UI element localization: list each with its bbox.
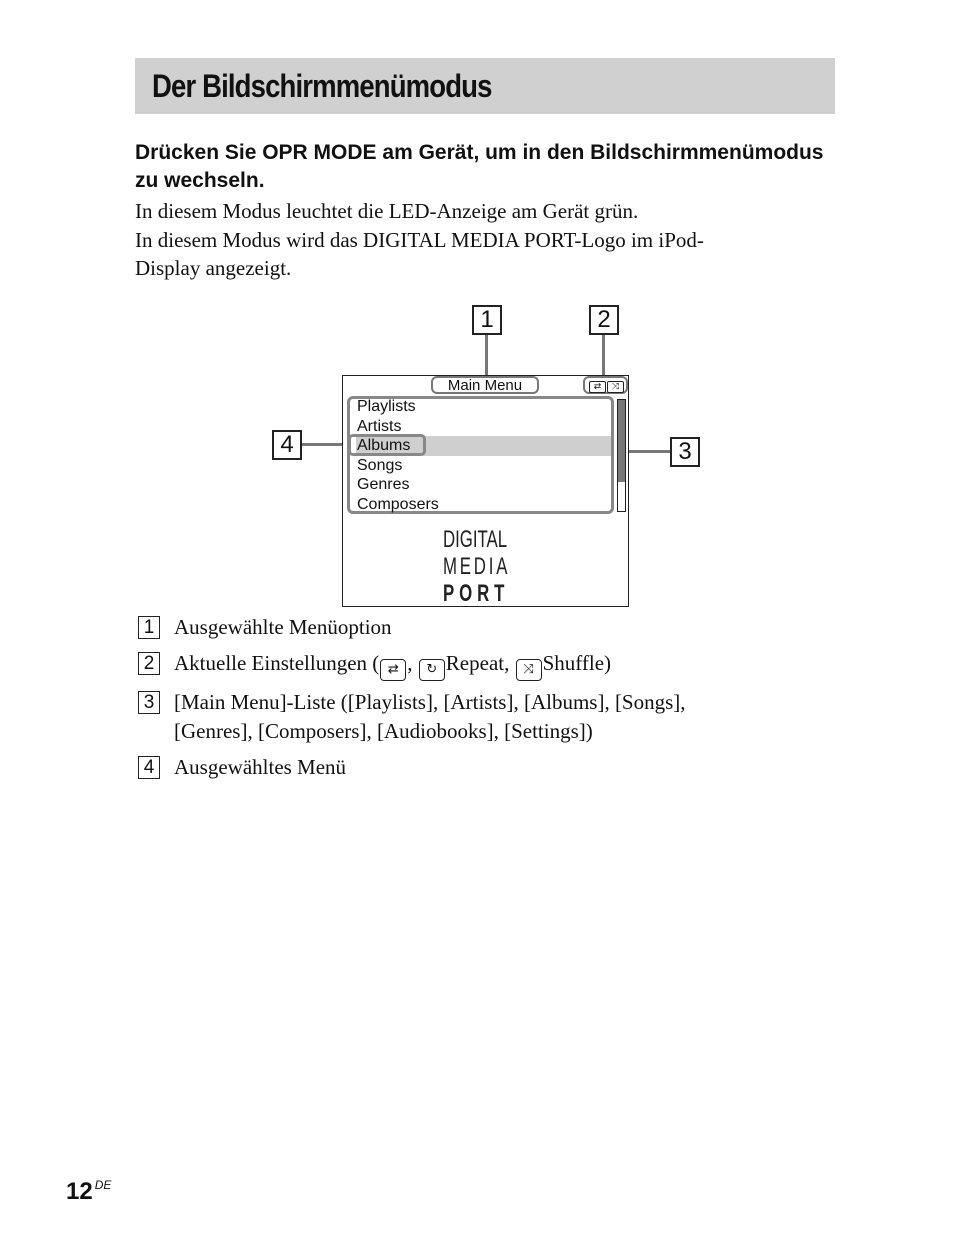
callout-1: 1 bbox=[472, 305, 502, 335]
legend-text: Ausgewähltes Menü bbox=[174, 755, 347, 779]
body-line: In diesem Modus wird das DIGITAL MEDIA PORT-Logo im iPod- bbox=[135, 227, 704, 252]
page-language: DE bbox=[94, 1178, 112, 1192]
legend-text-line: [Genres], [Composers], [Audiobooks], [Settings]) bbox=[174, 719, 593, 743]
legend-number: 4 bbox=[138, 756, 160, 779]
menu-item-composers[interactable]: Composers bbox=[357, 495, 439, 513]
legend-item-1 bbox=[138, 613, 838, 642]
callout-2: 2 bbox=[589, 305, 619, 335]
logo-line: DIGITAL bbox=[443, 526, 508, 553]
menu-item-albums[interactable]: Albums bbox=[356, 436, 611, 456]
legend-number: 3 bbox=[138, 691, 160, 714]
figure-legend bbox=[138, 613, 838, 782]
legend-separator: , bbox=[407, 651, 413, 675]
legend-text-line: [Main Menu]-Liste ([Playlists], [Artists], [Albums], [Songs], bbox=[174, 690, 686, 714]
callout-3: 3 bbox=[670, 437, 700, 467]
current-settings bbox=[583, 376, 628, 394]
page-number-value: 12 bbox=[66, 1178, 93, 1205]
menu-item-genres[interactable]: Genres bbox=[357, 476, 410, 493]
repeat-icon: ⇄ bbox=[589, 381, 606, 393]
legend-item-4 bbox=[138, 753, 838, 782]
digital-media-port-logo bbox=[443, 526, 533, 607]
leader-line-2 bbox=[602, 333, 605, 377]
repeat-off-icon: ⇄ bbox=[380, 659, 406, 681]
body-line: In diesem Modus leuchtet die LED-Anzeige am Gerät grün. bbox=[135, 199, 639, 223]
legend-number: 2 bbox=[138, 652, 160, 675]
legend-number: 1 bbox=[138, 616, 160, 639]
selected-menu-highlight bbox=[348, 434, 426, 456]
scrollbar[interactable] bbox=[617, 399, 626, 512]
legend-item-2 bbox=[138, 649, 838, 681]
page-title: Der Bildschirmmenümodus bbox=[152, 68, 492, 104]
repeat-one-icon: ↻ bbox=[419, 659, 445, 681]
shuffle-icon: ⤨ bbox=[516, 659, 542, 681]
repeat-label: Repeat, bbox=[445, 651, 510, 675]
page-number bbox=[66, 1178, 111, 1206]
logo-line: PORT bbox=[443, 580, 510, 607]
menu-item-artists[interactable]: Artists bbox=[357, 417, 402, 435]
leader-line-1 bbox=[485, 333, 488, 377]
ipod-screen bbox=[342, 375, 629, 607]
shuffle-icon: ⤨ bbox=[607, 381, 624, 393]
menu-screen-figure bbox=[0, 0, 954, 620]
logo-line: MEDIA bbox=[443, 553, 511, 580]
instruction-heading: Drücken Sie OPR MODE am Gerät, um in den Bildschirmmenümodus zu wechseln. bbox=[135, 141, 824, 192]
scroll-thumb[interactable] bbox=[618, 400, 625, 482]
legend-item-3 bbox=[138, 688, 838, 746]
callout-4: 4 bbox=[272, 430, 302, 460]
body-line: Display angezeigt. bbox=[135, 256, 292, 280]
menu-item-songs[interactable]: Songs bbox=[357, 456, 403, 474]
menu-item-playlists[interactable]: Playlists bbox=[357, 398, 416, 415]
shuffle-label: Shuffle) bbox=[542, 651, 612, 675]
menu-title: Main Menu bbox=[431, 376, 539, 394]
legend-text: Ausgewählte Menüoption bbox=[174, 615, 392, 639]
legend-text-prefix: Aktuelle Einstellungen ( bbox=[174, 651, 380, 675]
